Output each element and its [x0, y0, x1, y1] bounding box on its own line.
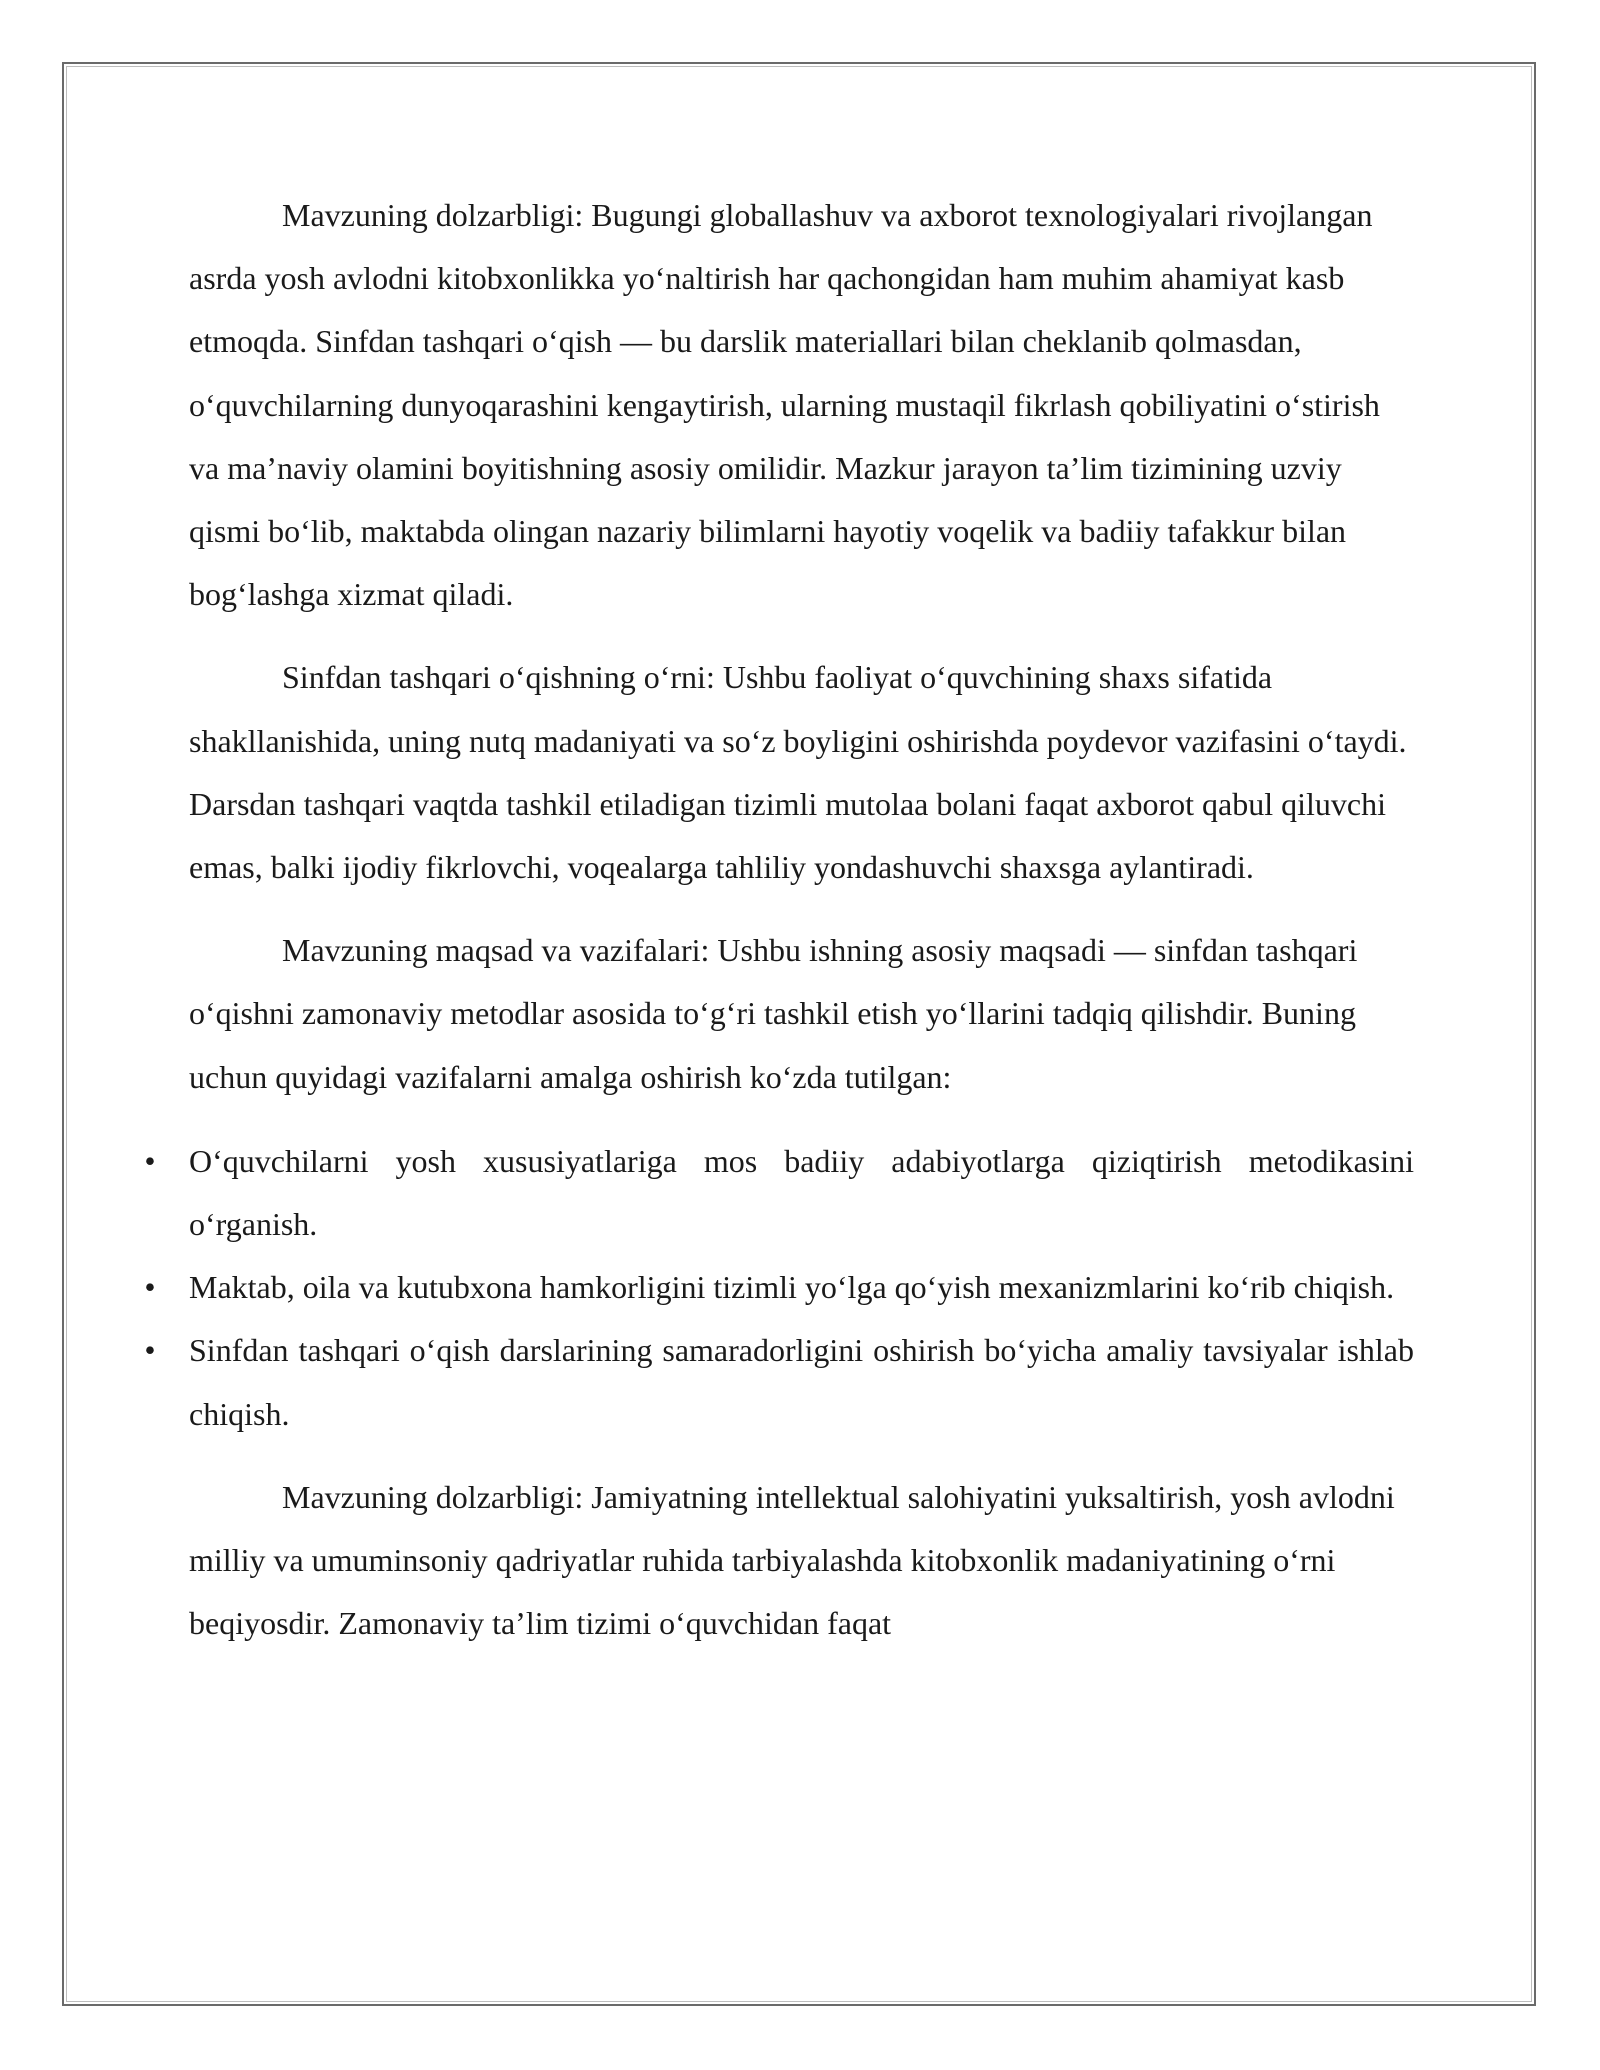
paragraph-role-of-reading: Sinfdan tashqari o‘qishning o‘rni: Ushbu faoliyat o‘quvchining shaxs sifatida shakllanishida, uning nutq madaniyati va so‘z boyligini oshirishda poydevor vazifasini o‘taydi. Darsdan tashqari vaqtda tashkil etiladigan tizimli mutolaa bolani faqat axborot qabul qiluvchi emas, balki ijodiy fikrlovchi, voqealarga tahliliy yondashuvchi shaxsga aylantiradi. — [189, 659, 1407, 886]
bullet-icon: • — [144, 1142, 156, 1179]
paragraph-goals-and-tasks: Mavzuning maqsad va vazifalari: Ushbu ishning asosiy maqsadi — sinfdan tashqari o‘qishni zamonaviy metodlar asosida to‘g‘ri tashkil etish yo‘llarini tadqiq qilishdir. Buning uchun quyidagi vazifalarni amalga oshirish ko‘zda tutilgan: — [189, 932, 1358, 1095]
document-body — [144, 184, 1414, 1655]
list-item-text: O‘quvchilarni yosh xususiyatlariga mos badiiy adabiyotlarga qiziqtirish metodikasini o‘rganish. — [189, 1142, 1414, 1243]
bullet-icon: • — [144, 1269, 156, 1306]
list-item — [144, 1256, 1414, 1319]
paragraph-relevance-continued: Mavzuning dolzarbligi: Jamiyatning intellektual salohiyatini yuksaltirish, yosh avlodni milliy va umuminsoniy qadriyatlar ruhida tarbiyalashda kitobxonlik madaniyatining o‘rni beqiyosdir. Zamonaviy ta’lim tizimi o‘quvchidan faqat — [189, 1478, 1395, 1642]
paragraph-relevance: Mavzuning dolzarbligi: Bugungi globallashuv va axborot texnologiyalari rivojlangan asrda yosh avlodni kitobxonlikka yo‘naltirish har qachongidan ham muhim ahamiyat kasb etmoqda. Sinfdan tashqari o‘qish — bu darslik materiallari bilan cheklanib qolmasdan, o‘quvchilarning dunyoqarashini kengaytirish, ularning mustaqil fikrlash qobiliyatini o‘stirish va ma’naviy olamini boyitishning asosiy omilidir. Mazkur jarayon ta’lim tizimining uzviy qismi bo‘lib, maktabda olingan nazariy bilimlarni hayotiy voqelik va badiiy tafakkur bilan bog‘lashga xizmat qiladi. — [189, 197, 1380, 613]
list-item — [144, 1319, 1414, 1445]
task-list — [144, 1130, 1414, 1446]
list-item — [144, 1130, 1414, 1256]
list-item-text: Maktab, oila va kutubxona hamkorligini tizimli yo‘lga qo‘yish mexanizmlarini ko‘rib chiqish. — [189, 1269, 1395, 1306]
bullet-icon: • — [144, 1332, 156, 1369]
list-item-text: Sinfdan tashqari o‘qish darslarining samaradorligini oshirish bo‘yicha amaliy tavsiyalar ishlab chiqish. — [189, 1332, 1414, 1432]
